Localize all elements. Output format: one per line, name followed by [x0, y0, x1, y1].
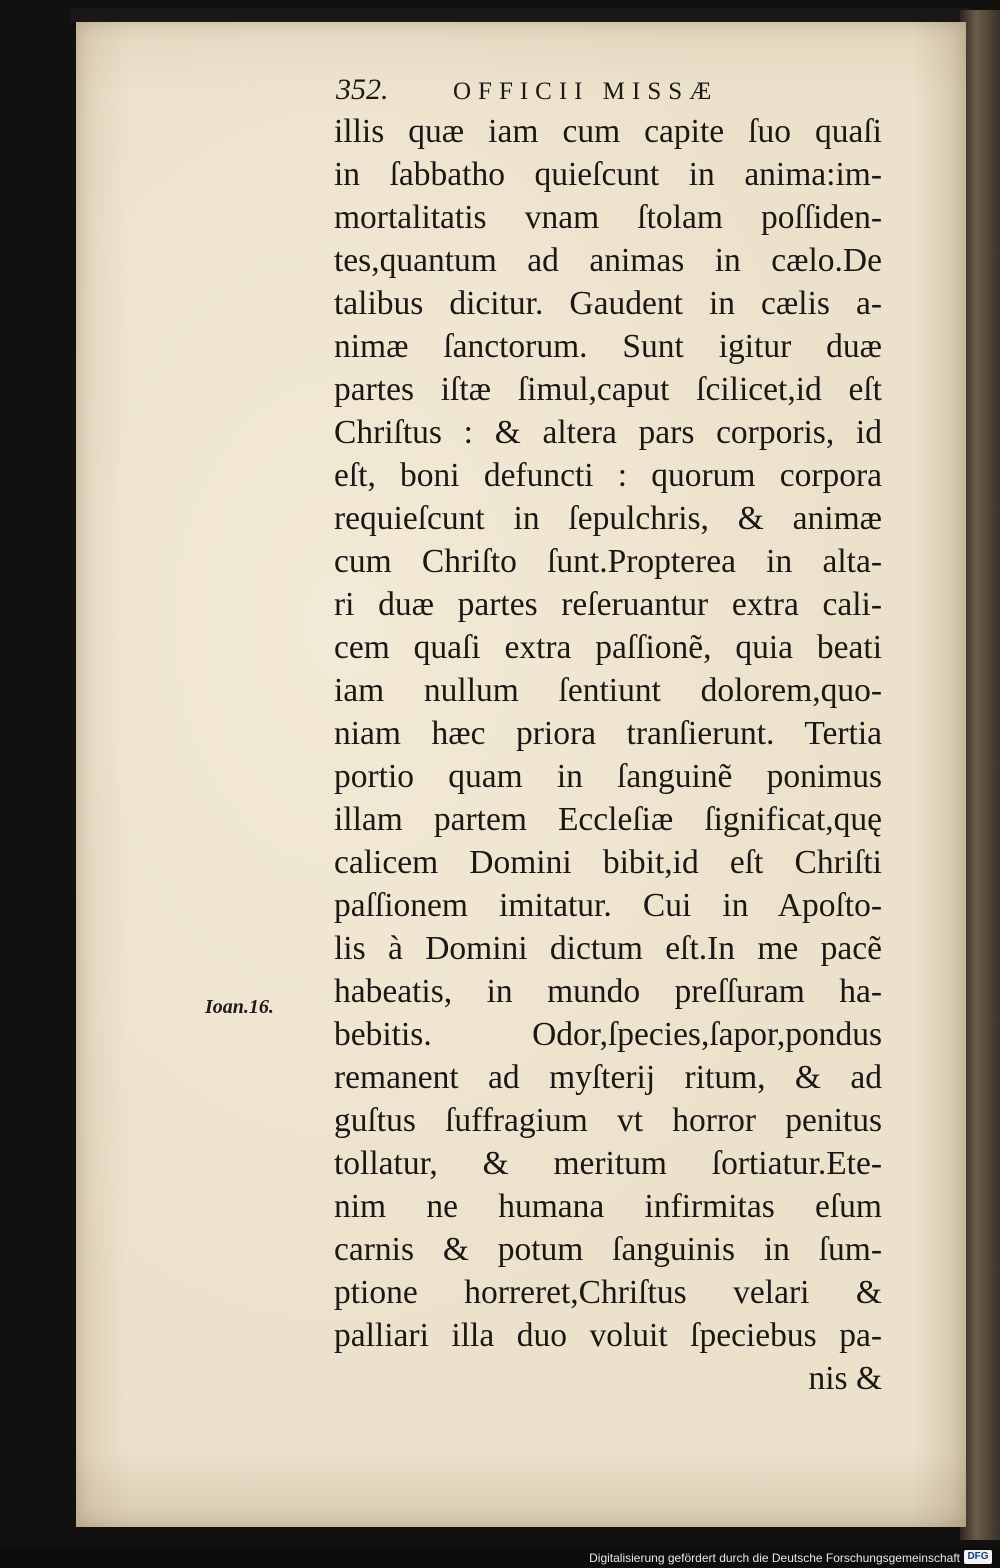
text-line: niam hæc priora tranſierunt. Tertia — [334, 715, 882, 752]
text-line: remanent ad myſterij ritum, & ad — [334, 1059, 882, 1096]
text-line: mortalitatis vnam ſtolam poſſiden- — [334, 199, 882, 236]
text-line: eſt, boni defuncti : quorum corpora — [334, 457, 882, 494]
text-line: tes,quantum ad animas in cælo.De — [334, 242, 882, 279]
text-line: Chriſtus : & altera pars corporis, id — [334, 414, 882, 451]
page-number: 352. — [336, 73, 389, 106]
running-head — [336, 72, 896, 108]
dfg-logo: DFG — [964, 1550, 992, 1564]
text-line: partes iſtæ ſimul,caput ſcilicet,id eſt — [334, 371, 882, 408]
funding-credit: Digitalisierung gefördert durch die Deutsche Forschungsgemeinschaft — [589, 1551, 960, 1565]
text-line: lis à Domini dictum eſt.In me pacẽ — [334, 930, 882, 967]
text-line: requieſcunt in ſepulchris, & animæ — [334, 500, 882, 537]
text-line: iam nullum ſentiunt dolorem,quo- — [334, 672, 882, 709]
text-line: guſtus ſuffragium vt horror penitus — [334, 1102, 882, 1139]
text-line: in ſabbatho quieſcunt in anima:im- — [334, 156, 882, 193]
text-line: ri duæ partes reſeruantur extra cali- — [334, 586, 882, 623]
text-line: habeatis, in mundo preſſuram ha- — [334, 973, 882, 1010]
text-line: nim ne humana infirmitas eſum — [334, 1188, 882, 1225]
text-line: paſſionem imitatur. Cui in Apoſto- — [334, 887, 882, 924]
text-line: calicem Domini bibit,id eſt Chriſti — [334, 844, 882, 881]
text-block — [334, 110, 882, 1400]
text-line: carnis & potum ſanguinis in ſum- — [334, 1231, 882, 1268]
running-title: OFFICII MISSÆ — [453, 78, 719, 105]
text-line: talibus dicitur. Gaudent in cælis a- — [334, 285, 882, 322]
marginal-note: Ioan.16. — [205, 996, 274, 1018]
text-line: cum Chriſto ſunt.Propterea in alta- — [334, 543, 882, 580]
text-line: portio quam in ſanguinẽ ponimus — [334, 758, 882, 795]
text-line: nimæ ſanctorum. Sunt igitur duæ — [334, 328, 882, 365]
catchword-line: nis & — [808, 1360, 882, 1397]
text-line: bebitis. Odor,ſpecies,ſapor,pondus — [334, 1016, 882, 1053]
book-binding-top — [70, 8, 970, 22]
text-line: ptione horreret,Chriſtus velari & — [334, 1274, 882, 1311]
text-line: illis quæ iam cum capite ſuo quaſi — [334, 113, 882, 150]
text-line: cem quaſi extra paſſionẽ, quia beati — [334, 629, 882, 666]
text-line: tollatur, & meritum ſortiatur.Ete- — [334, 1145, 882, 1182]
book-fore-edge — [960, 10, 1000, 1540]
text-line: palliari illa duo voluit ſpeciebus pa- — [334, 1317, 882, 1354]
text-line: illam partem Eccleſiæ ſignificat,quę — [334, 801, 882, 838]
